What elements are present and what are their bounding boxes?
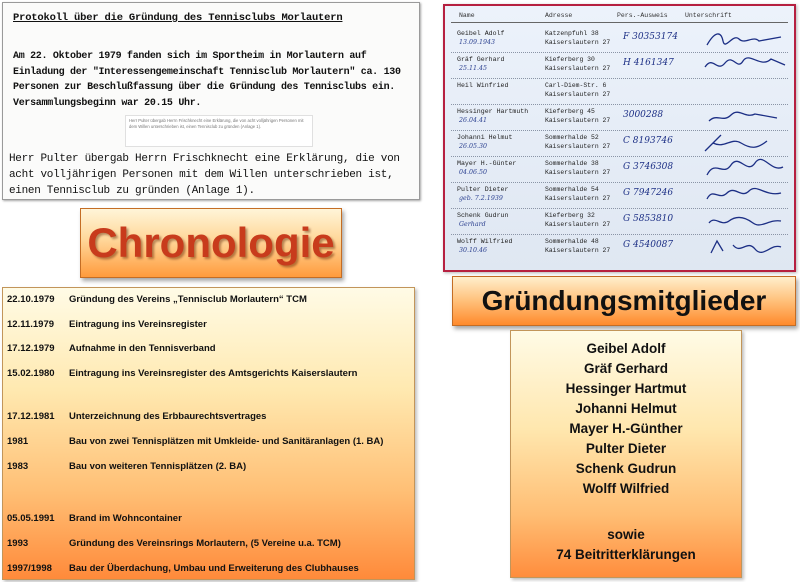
list-row — [451, 130, 788, 157]
protocol-paragraph-2: Herr Pulter übergab Herrn Frischknecht eine Erklärung, die von acht volljährigen Personen mit dem Willen unterschrieben ist, einen Tennisclub zu gründen (Anlage 1). — [9, 153, 400, 197]
row-address-city: Kaiserslautern 27 — [545, 65, 611, 72]
handwritten-signature — [701, 209, 789, 233]
timeline-date: 05.05.1991 — [7, 513, 55, 524]
row-id-number: G 3746308 — [623, 162, 674, 172]
members-footer-count: 74 Beitritterklärungen — [556, 547, 696, 562]
row-name: Johanni Helmut — [457, 134, 513, 141]
protocol-document-scan — [2, 2, 420, 200]
row-address-city: Kaiserslautern 27 — [545, 247, 611, 254]
member-name: Mayer H.-Günther — [569, 421, 683, 436]
row-address-street: Katzenpfuhl 38 — [545, 30, 599, 37]
timeline-event: Bau der Überdachung, Umbau und Erweiterung des Clubhauses — [69, 563, 359, 574]
list-row — [451, 78, 788, 105]
list-header-signature: Unterschrift — [685, 12, 732, 19]
member-name: Hessinger Hartmut — [565, 381, 687, 396]
timeline-date: 1983 — [7, 461, 29, 472]
row-address-city: Kaiserslautern 27 — [545, 39, 611, 46]
row-address-city: Kaiserslautern 27 — [545, 221, 611, 228]
row-date: 26.04.41 — [459, 117, 488, 124]
row-date: 25.11.45 — [459, 65, 488, 72]
timeline-event: Bau von zwei Tennisplätzen mit Umkleide- und Sanitäranlagen (1. BA) — [69, 436, 384, 447]
timeline-event: Eintragung ins Vereinsregister — [69, 319, 207, 330]
row-date: 13.09.1943 — [459, 39, 496, 46]
row-id-number: C 8193746 — [623, 136, 673, 146]
row-address-street: Kieferberg 32 — [545, 212, 595, 219]
list-row — [451, 156, 788, 183]
member-name: Geibel Adolf — [586, 341, 666, 356]
timeline-event: Gründung des Vereinsrings Morlautern, (5 Vereine u.a. TCM) — [69, 538, 341, 549]
timeline-event: Eintragung ins Vereinsregister des Amtsgerichts Kaiserslautern — [69, 368, 358, 379]
row-id-number: G 5853810 — [623, 214, 674, 224]
timeline-event: Gründung des Vereins „Tennisclub Morlautern“ TCM — [69, 294, 307, 305]
members-box — [510, 330, 742, 578]
list-header-divider — [451, 22, 788, 23]
timeline-event: Aufnahme in den Tennisverband — [69, 343, 216, 354]
timeline-event: Bau von weiteren Tennisplätzen (2. BA) — [69, 461, 247, 472]
handwritten-signature — [701, 53, 789, 77]
timeline-date: 1997/1998 — [7, 563, 52, 574]
row-address-street: Carl-Diem-Str. 6 — [545, 82, 607, 89]
timeline-date: 15.02.1980 — [7, 368, 55, 379]
list-header-id: Pers.-Ausweis — [617, 12, 668, 19]
row-name: Hessinger Hartmuth — [457, 108, 529, 115]
member-name: Schenk Gudrun — [575, 461, 677, 476]
handwritten-signature — [701, 183, 789, 207]
handwritten-signature — [701, 27, 789, 51]
row-id-number: G 7947246 — [623, 188, 674, 198]
handwritten-signature — [701, 131, 789, 155]
row-address-street: Sommerhalde 52 — [545, 134, 599, 141]
row-address-street: Sommerhalde 54 — [545, 186, 599, 193]
member-name: Johanni Helmut — [575, 401, 677, 416]
row-name: Pulter Dieter — [457, 186, 509, 193]
row-address-street: Sommerhalde 38 — [545, 160, 599, 167]
row-name: Wolff Wilfried — [457, 238, 513, 245]
row-name: Mayer H.-Günter — [457, 160, 517, 167]
row-address-city: Kaiserslautern 27 — [545, 91, 611, 98]
timeline-box — [2, 287, 415, 580]
row-date: 26.05.30 — [459, 143, 488, 150]
timeline-date: 22.10.1979 — [7, 294, 55, 305]
row-name: Schenk Gudrun — [457, 212, 509, 219]
row-date: geb. 7.2.1939 — [459, 195, 503, 202]
timeline-date: 12.11.1979 — [7, 319, 55, 330]
timeline-event: Brand im Wohncontainer — [69, 513, 182, 524]
row-address-city: Kaiserslautern 27 — [545, 143, 611, 150]
list-header-address: Adresse — [545, 12, 573, 19]
row-id-number: F 30353174 — [623, 32, 678, 42]
founders-signature-list-scan — [443, 4, 796, 272]
row-date: Gerhard — [459, 221, 486, 228]
row-address-street: Kieferberg 45 — [545, 108, 595, 115]
row-id-number: H 4161347 — [623, 58, 674, 68]
row-address-city: Kaiserslautern 27 — [545, 195, 611, 202]
row-id-number: 3000288 — [623, 110, 664, 120]
list-row — [451, 234, 788, 260]
handwritten-signature — [701, 105, 789, 129]
row-date: 30.10.46 — [459, 247, 488, 254]
member-name: Pulter Dieter — [585, 441, 667, 456]
members-heading: Gründungsmitglieder — [452, 276, 796, 326]
handwritten-signature — [701, 235, 789, 259]
timeline-date: 1981 — [7, 436, 29, 447]
list-row — [451, 26, 788, 53]
protocol-paragraph: Am 22. Oktober 1979 fanden sich im Sportheim in Morlautern auf Einladung der "Interessengemeinschaft Tennisclub Morlautern" ca. 130 Personen zur Beschlußfassung über die Gründung des Tennisclubs ein. Versammlungsbeginn war 20.15 Uhr. — [13, 51, 401, 109]
row-date: 04.06.50 — [459, 169, 488, 176]
row-name: Gräf Gerhard — [457, 56, 505, 63]
list-row — [451, 104, 788, 131]
list-row — [451, 182, 788, 209]
members-footer-sowie: sowie — [607, 527, 645, 542]
row-address-street: Kieferberg 30 — [545, 56, 595, 63]
row-address-street: Sommerhalde 48 — [545, 238, 599, 245]
row-name: Geibel Adolf — [457, 30, 505, 37]
member-name: Gräf Gerhard — [583, 361, 669, 376]
list-row — [451, 52, 788, 79]
member-name: Wolff Wilfried — [582, 481, 670, 496]
timeline-date: 1993 — [7, 538, 29, 549]
protocol-title: Protokoll über die Gründung des Tennisclubs Morlautern — [13, 12, 343, 24]
list-row — [451, 208, 788, 235]
timeline-event: Unterzeichnung des Erbbaurechtsvertrages — [69, 411, 267, 422]
chronologie-heading: Chronologie — [80, 208, 342, 278]
handwritten-signature — [701, 157, 789, 181]
protocol-inserted-snippet: Herr Pulter übergab Herrn Frischknecht eine Erklärung, die von acht volljährigen Personen mit dem Willen unterschrieben ist, einen Tennisclub zu gründen (Anlage 1). — [125, 115, 313, 147]
row-address-city: Kaiserslautern 27 — [545, 117, 611, 124]
row-address-city: Kaiserslautern 27 — [545, 169, 611, 176]
row-id-number: G 4540087 — [623, 240, 674, 250]
timeline-date: 17.12.1979 — [7, 343, 55, 354]
list-header-name: Name — [459, 12, 475, 19]
row-name: Heil Winfried — [457, 82, 509, 89]
timeline-date: 17.12.1981 — [7, 411, 55, 422]
